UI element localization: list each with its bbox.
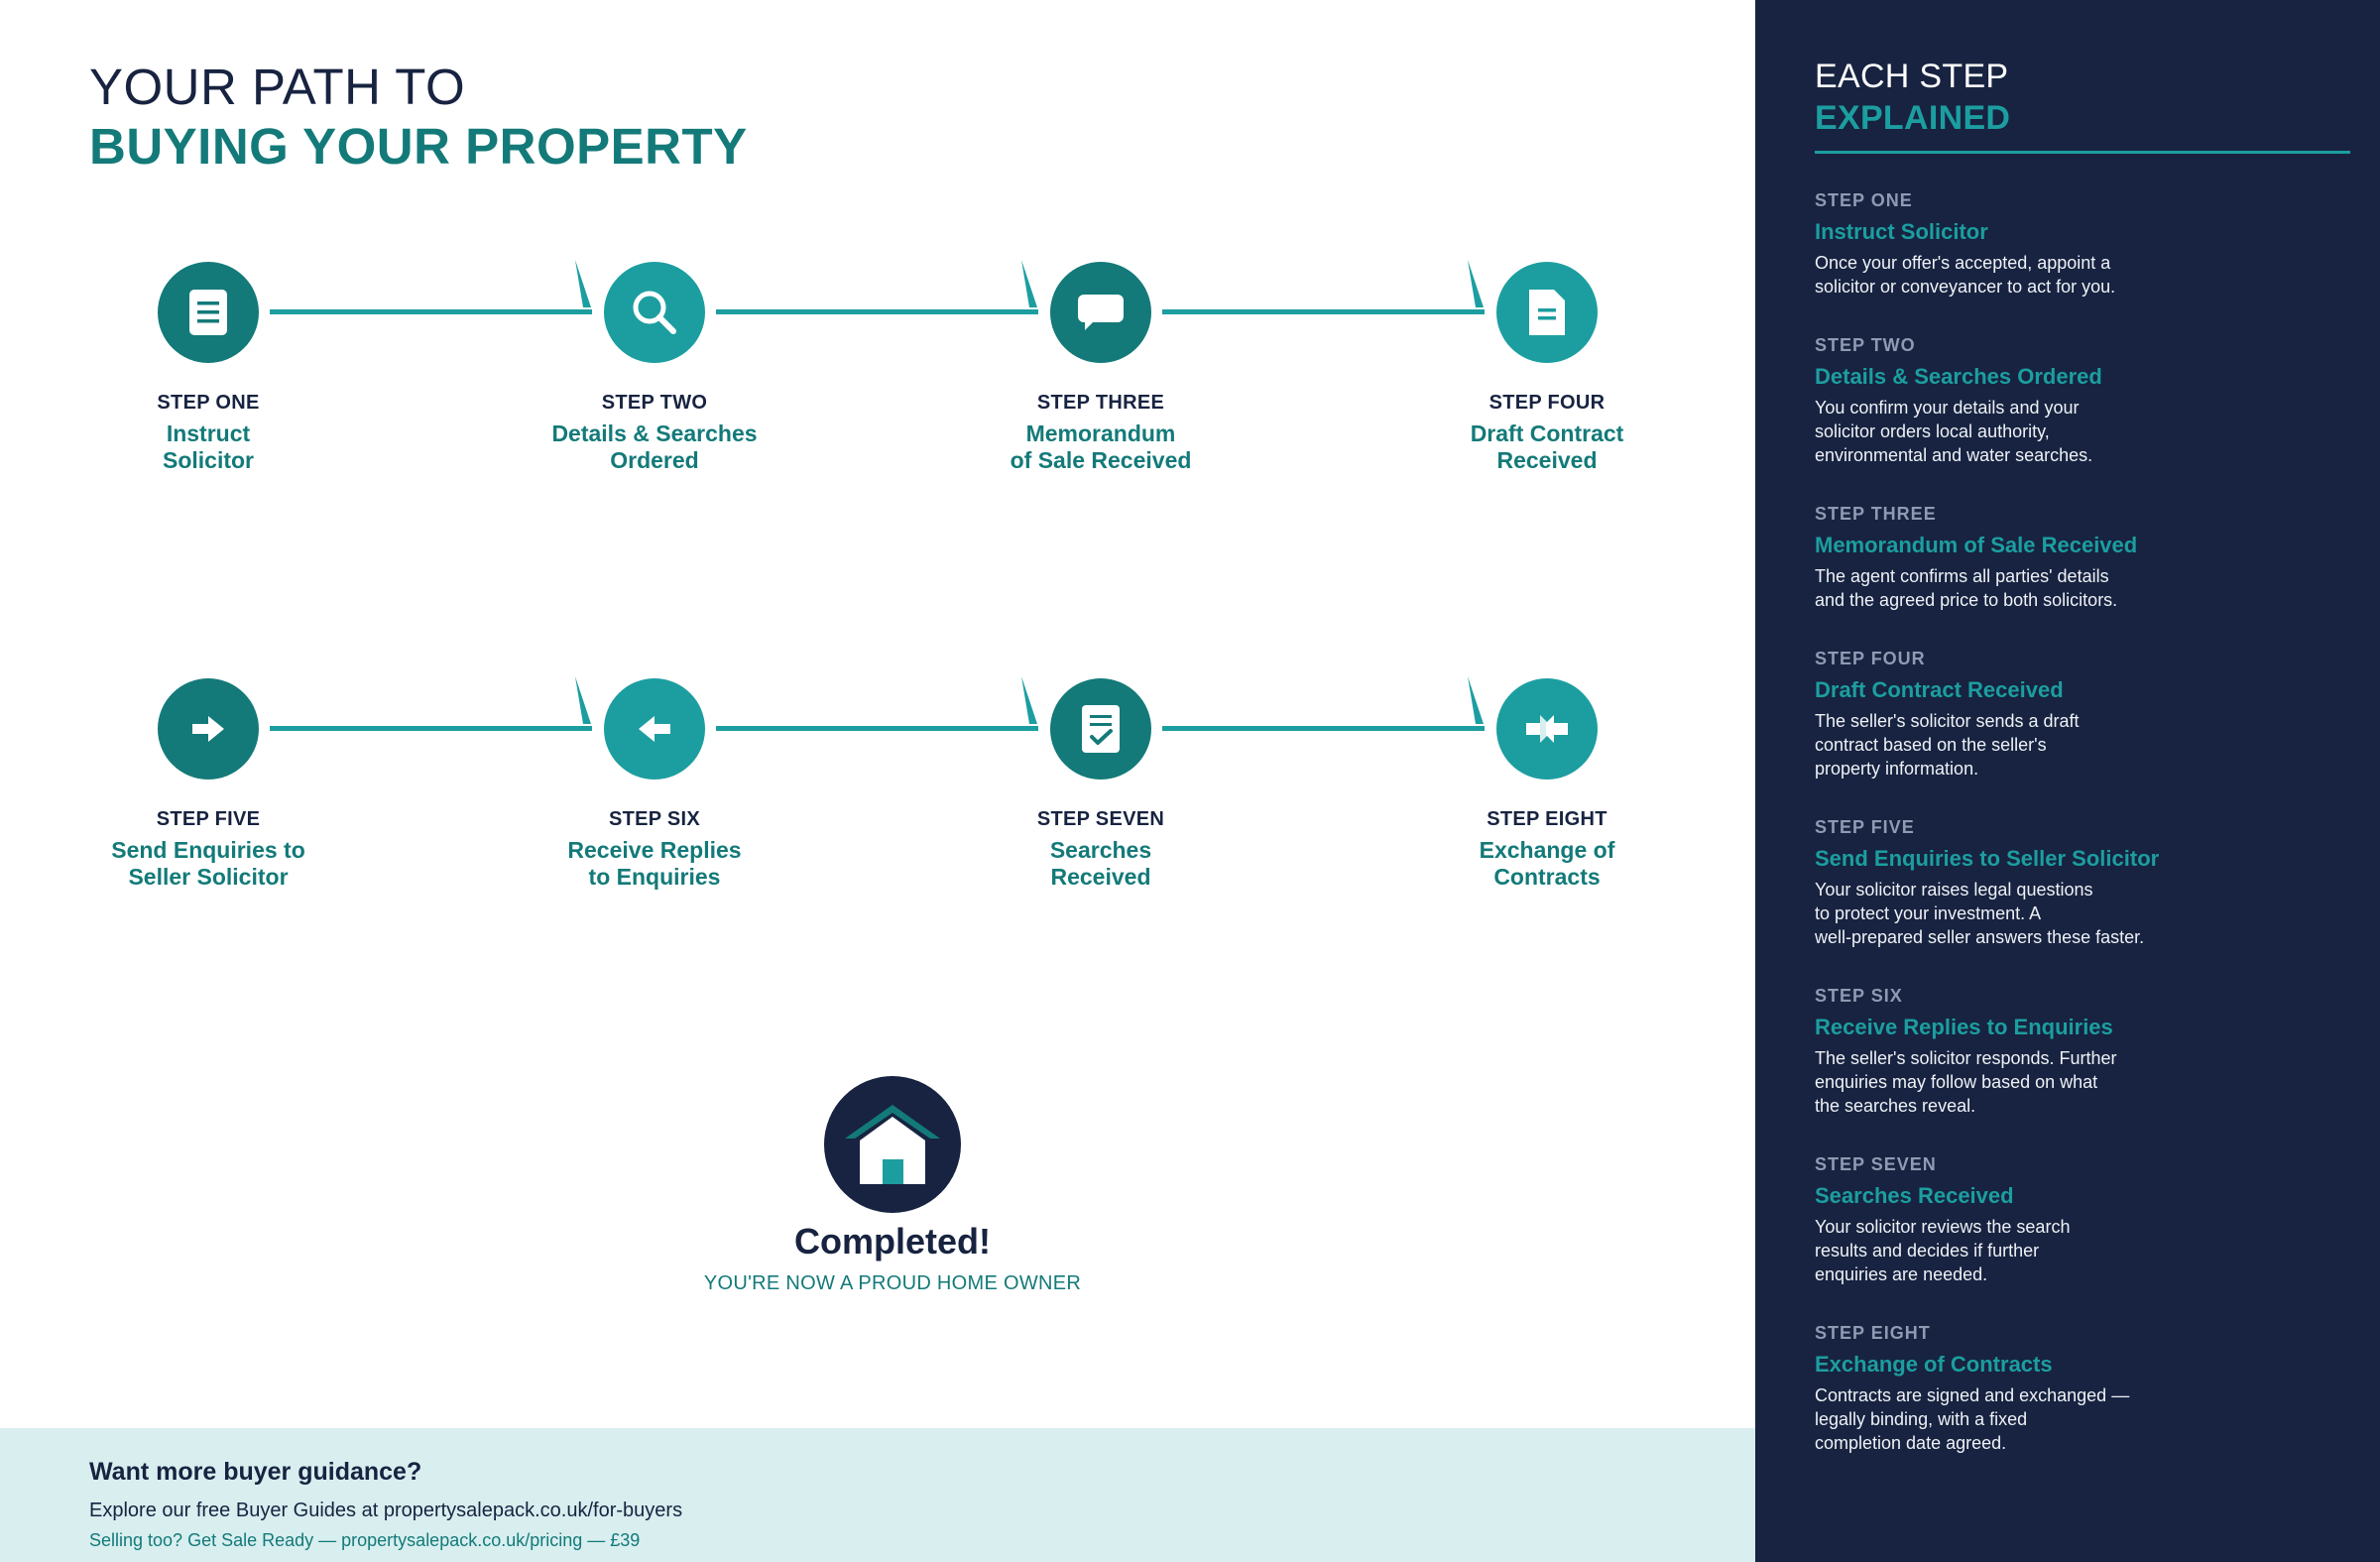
step-circle bbox=[158, 262, 259, 363]
sidebar-step-number: STEP THREE bbox=[1815, 504, 1937, 524]
page-title-line1: YOUR PATH TO bbox=[89, 59, 466, 115]
step-node-6 bbox=[446, 678, 863, 891]
step-node-2 bbox=[446, 262, 863, 474]
sidebar-step-name: Memorandum of Sale Received bbox=[1815, 533, 2138, 557]
step-number: STEP FOUR bbox=[1488, 392, 1606, 414]
sidebar-step-description: You confirm your details and your solicitor orders local authority, environmental and water searches. bbox=[1815, 398, 2093, 465]
footer-title: Want more buyer guidance? bbox=[89, 1458, 422, 1486]
footer-link-pricing[interactable]: Selling too? Get Sale Ready — propertysalepack.co.uk/pricing — £39 bbox=[89, 1530, 641, 1550]
sidebar-step-name: Draft Contract Received bbox=[1815, 677, 2064, 702]
step-node-7 bbox=[892, 678, 1309, 891]
step-number: STEP FIVE bbox=[156, 808, 261, 830]
step-name: Exchange of Contracts bbox=[1479, 837, 1615, 890]
document-icon bbox=[188, 289, 228, 336]
sidebar-step-3 bbox=[1815, 504, 2350, 612]
step-name: Memorandum of Sale Received bbox=[1010, 421, 1192, 473]
step-circle bbox=[1050, 678, 1151, 780]
sidebar-step-name: Searches Received bbox=[1815, 1183, 2014, 1208]
sidebar-title-line1: EACH STEP bbox=[1815, 58, 2009, 95]
sidebar-step-2 bbox=[1815, 335, 2350, 467]
sidebar-step-description: Your solicitor raises legal questions to protect your investment. A well-prepared seller answers these faster. bbox=[1815, 880, 2145, 947]
completion-title: Completed! bbox=[794, 1221, 991, 1262]
sidebar-step-list bbox=[1815, 190, 2350, 1492]
sidebar-step-number: STEP SIX bbox=[1815, 986, 1903, 1006]
sidebar-step-5 bbox=[1815, 817, 2350, 949]
step-node-5 bbox=[0, 678, 416, 891]
sidebar-step-description: The agent confirms all parties' details and the agreed price to both solicitors. bbox=[1815, 566, 2118, 610]
step-number: STEP TWO bbox=[601, 392, 708, 414]
step-circle bbox=[1496, 262, 1598, 363]
sidebar-step-description: The seller's solicitor responds. Further enquiries may follow based on what the searches reveal. bbox=[1815, 1048, 2117, 1116]
step-number: STEP THREE bbox=[1036, 392, 1165, 414]
sidebar-step-name: Details & Searches Ordered bbox=[1815, 364, 2102, 389]
footer-banner bbox=[0, 1428, 1755, 1562]
sidebar-step-1 bbox=[1815, 190, 2350, 299]
step-node-4 bbox=[1339, 262, 1755, 474]
step-number: STEP SEVEN bbox=[1036, 808, 1165, 830]
step-circle bbox=[604, 262, 705, 363]
step-circle bbox=[604, 678, 705, 780]
step-number: STEP ONE bbox=[157, 392, 260, 414]
step-number: STEP SIX bbox=[608, 808, 701, 830]
sidebar-step-number: STEP SEVEN bbox=[1815, 1154, 1937, 1174]
sidebar bbox=[1755, 0, 2380, 1562]
step-node-3 bbox=[892, 262, 1309, 474]
sidebar-step-description: Once your offer's accepted, appoint a solicitor or conveyancer to act for you. bbox=[1815, 253, 2116, 297]
sidebar-step-name: Receive Replies to Enquiries bbox=[1815, 1015, 2113, 1039]
footer-link-buyers[interactable]: Explore our free Buyer Guides at propertysalepack.co.uk/for-buyers bbox=[89, 1500, 683, 1521]
step-name: Receive Replies to Enquiries bbox=[567, 837, 742, 890]
step-node-1 bbox=[0, 262, 416, 474]
sidebar-step-number: STEP TWO bbox=[1815, 335, 1916, 355]
search-icon bbox=[629, 287, 680, 338]
step-name: Searches Received bbox=[1049, 837, 1152, 890]
completion-subtitle: YOU'RE NOW A PROUD HOME OWNER bbox=[703, 1272, 1082, 1294]
sidebar-step-description: Your solicitor reviews the search results and decides if further enquiries are needed. bbox=[1815, 1217, 2071, 1284]
step-number: STEP EIGHT bbox=[1487, 808, 1607, 830]
sidebar-step-8 bbox=[1815, 1323, 2350, 1455]
sidebar-step-number: STEP EIGHT bbox=[1815, 1323, 1931, 1343]
arrow-left-icon bbox=[638, 715, 671, 743]
page-title-line2: BUYING YOUR PROPERTY bbox=[89, 118, 748, 175]
sidebar-step-4 bbox=[1815, 649, 2350, 781]
sidebar-step-name: Exchange of Contracts bbox=[1815, 1352, 2053, 1377]
step-name: Draft Contract Received bbox=[1470, 421, 1624, 473]
sidebar-step-name: Send Enquiries to Seller Solicitor bbox=[1815, 846, 2160, 871]
arrow-right-icon bbox=[191, 715, 225, 743]
step-name: Details & Searches Ordered bbox=[551, 421, 758, 473]
checklist-icon bbox=[1081, 704, 1121, 754]
step-circle bbox=[1496, 678, 1598, 780]
step-name: Instruct Solicitor bbox=[162, 421, 254, 473]
step-name: Send Enquiries to Seller Solicitor bbox=[111, 837, 305, 890]
sidebar-step-name: Instruct Solicitor bbox=[1815, 219, 1988, 244]
sidebar-step-description: Contracts are signed and exchanged — legally binding, with a fixed completion date agreed. bbox=[1815, 1385, 2130, 1453]
house-icon bbox=[843, 1103, 942, 1186]
step-circle bbox=[158, 678, 259, 780]
step-circle bbox=[1050, 262, 1151, 363]
sidebar-step-number: STEP FIVE bbox=[1815, 817, 1915, 837]
speech-bubble-icon bbox=[1076, 293, 1126, 332]
sidebar-step-7 bbox=[1815, 1154, 2350, 1286]
sidebar-divider bbox=[1815, 151, 2350, 154]
sidebar-title-line2: EXPLAINED bbox=[1815, 99, 2011, 137]
step-node-8 bbox=[1339, 678, 1755, 891]
sidebar-step-number: STEP ONE bbox=[1815, 190, 1913, 210]
file-icon bbox=[1527, 288, 1567, 337]
sidebar-step-description: The seller's solicitor sends a draft contract based on the seller's property information. bbox=[1815, 711, 2080, 779]
sidebar-step-number: STEP FOUR bbox=[1815, 649, 1926, 668]
completion-circle bbox=[824, 1076, 961, 1213]
sidebar-step-6 bbox=[1815, 986, 2350, 1118]
completion-block bbox=[595, 1076, 1190, 1295]
handshake-icon bbox=[1525, 714, 1569, 744]
